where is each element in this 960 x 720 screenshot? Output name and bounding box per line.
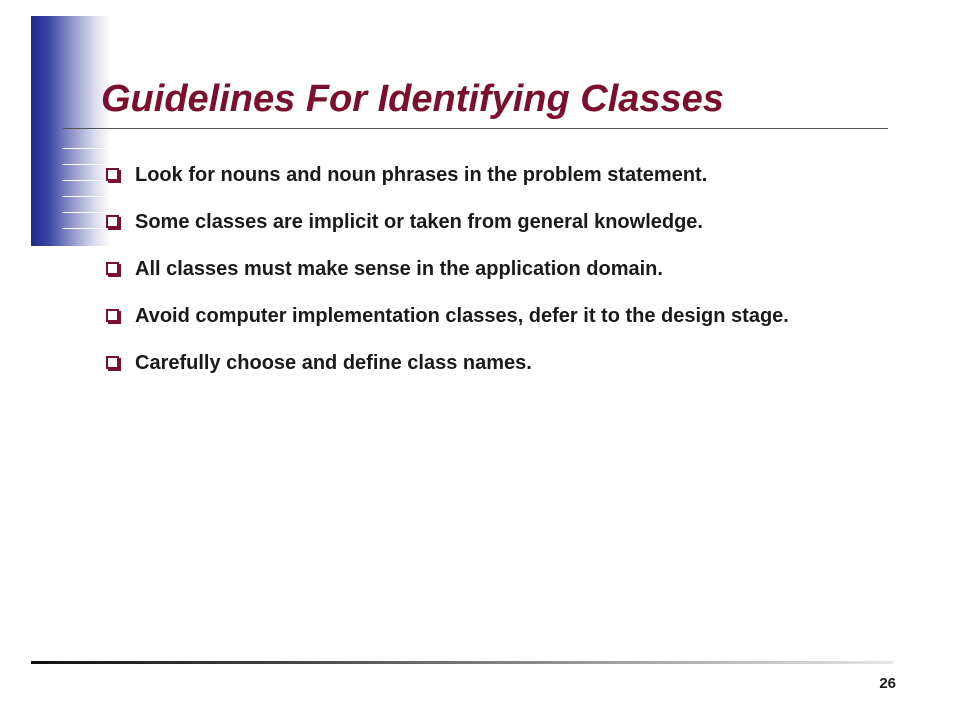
bullet-item	[106, 350, 906, 377]
bullet-list	[106, 162, 906, 397]
decorative-side-lines	[62, 148, 106, 244]
bullet-item	[106, 209, 906, 236]
bullet-text: Carefully choose and define class names.	[135, 352, 532, 374]
footer-divider	[31, 661, 893, 664]
checkbox-square-icon	[106, 262, 119, 275]
slide-title: Guidelines For Identifying Classes	[101, 78, 724, 120]
checkbox-square-icon	[106, 168, 119, 181]
bullet-item	[106, 303, 835, 330]
checkbox-square-icon	[106, 356, 119, 369]
bullet-item	[106, 256, 906, 283]
checkbox-square-icon	[106, 309, 119, 322]
bullet-text: Look for nouns and noun phrases in the problem statement.	[135, 164, 708, 186]
bullet-text: All classes must make sense in the application domain.	[135, 258, 663, 280]
bullet-item	[106, 162, 906, 189]
bullet-text: Some classes are implicit or taken from general knowledge.	[135, 211, 703, 233]
page-number: 26	[879, 675, 896, 692]
title-divider	[63, 128, 888, 129]
checkbox-square-icon	[106, 215, 119, 228]
bullet-text: Avoid computer implementation classes, defer it to the design stage.	[135, 305, 789, 327]
